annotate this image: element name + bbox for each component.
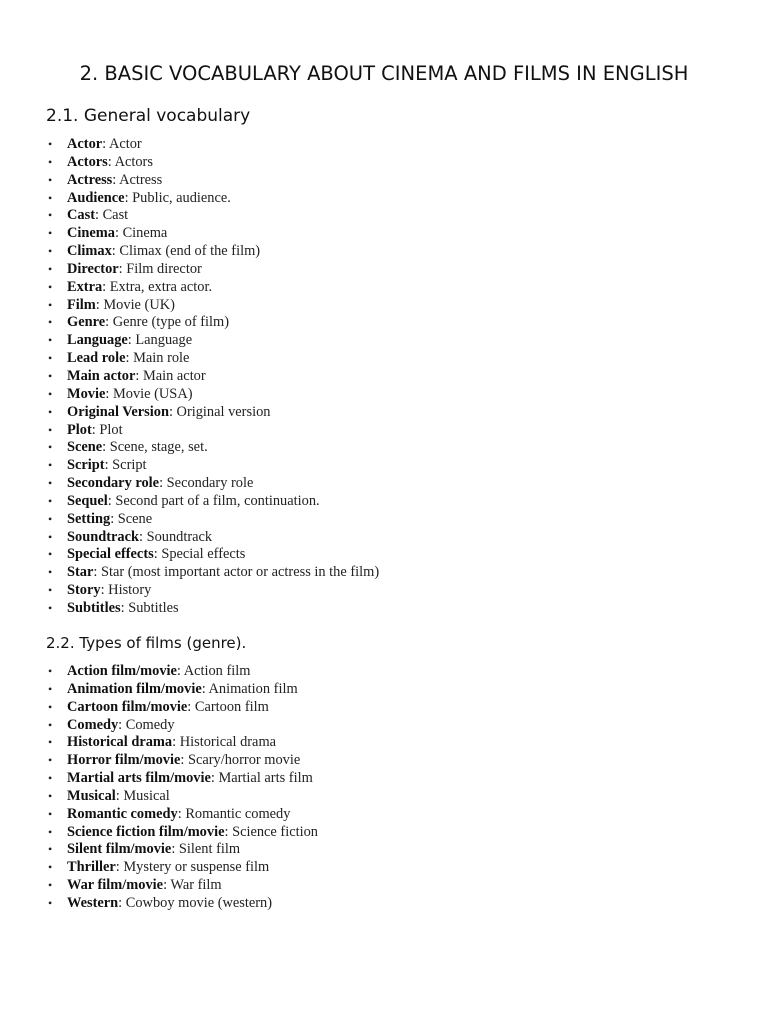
bullet-icon: •	[48, 226, 53, 241]
vocab-term: Secondary role	[67, 475, 160, 492]
vocab-definition: : Cartoon film	[187, 698, 269, 715]
list-item	[46, 422, 379, 440]
vocab-definition: : Scene, stage, set.	[102, 439, 208, 456]
list-item	[46, 877, 318, 895]
vocab-term: Language	[67, 332, 128, 349]
list-item	[46, 895, 318, 913]
bullet-icon: •	[48, 208, 53, 223]
section-heading-film-types: 2.2. Types of films (genre).	[46, 634, 247, 652]
vocab-term: Film	[67, 296, 96, 313]
vocab-definition: : Secondary role	[159, 475, 254, 492]
vocab-term: Horror film/movie	[67, 752, 181, 769]
vocab-term: Special effects	[67, 546, 154, 563]
vocab-definition: : History	[100, 582, 152, 599]
vocab-definition: : Scene	[110, 510, 153, 527]
list-item	[46, 368, 379, 386]
vocab-term: Musical	[67, 787, 116, 804]
bullet-icon: •	[48, 753, 53, 768]
vocab-term: Cast	[67, 207, 95, 224]
vocab-definition: : Second part of a film, continuation.	[107, 492, 320, 509]
list-item	[46, 136, 379, 154]
vocab-term: Comedy	[67, 716, 119, 733]
list-item	[46, 511, 379, 529]
vocab-term: Action film/movie	[67, 663, 177, 679]
bullet-icon: •	[48, 172, 53, 187]
bullet-icon: •	[48, 583, 53, 598]
vocab-term: Star	[67, 564, 94, 581]
vocab-definition: : Actress	[112, 171, 163, 188]
list-item	[46, 752, 318, 770]
vocab-term: Audience	[67, 189, 125, 206]
vocab-definition: : Cast	[94, 207, 129, 224]
vocab-definition: : Original version	[168, 403, 271, 420]
bullet-icon: •	[48, 368, 53, 383]
vocab-term: Main actor	[67, 367, 136, 384]
list-item	[46, 207, 379, 225]
list-item	[46, 600, 379, 618]
bullet-icon: •	[48, 681, 53, 696]
list-item	[46, 582, 379, 600]
list-item	[46, 529, 379, 547]
list-item	[46, 154, 379, 172]
vocab-term: Cinema	[67, 225, 115, 242]
vocab-definition: : Plot	[91, 421, 123, 438]
vocab-definition: : Script	[104, 457, 147, 474]
vocab-definition: : Climax (end of the film)	[111, 243, 261, 260]
list-item	[46, 717, 318, 735]
vocab-term: Plot	[67, 421, 92, 438]
vocab-definition: : Public, audience.	[124, 189, 231, 206]
bullet-icon: •	[48, 771, 53, 786]
vocab-term: Actor	[67, 136, 103, 152]
vocab-term: Sequel	[67, 492, 108, 509]
bullet-icon: •	[48, 699, 53, 714]
list-item	[46, 681, 318, 699]
vocab-term: Silent film/movie	[67, 841, 172, 858]
vocab-definition: : Cowboy movie (western)	[118, 894, 273, 911]
list-item	[46, 190, 379, 208]
vocab-term: Director	[67, 260, 119, 277]
vocab-term: Animation film/movie	[67, 680, 202, 697]
bullet-icon: •	[48, 244, 53, 259]
document-title: 2. BASIC VOCABULARY ABOUT CINEMA AND FILMS IN ENGLISH	[79, 62, 689, 85]
vocab-definition: : Science fiction	[224, 823, 318, 840]
bullet-icon: •	[48, 788, 53, 803]
vocab-definition: : Actors	[107, 153, 153, 170]
list-item	[46, 806, 318, 824]
bullet-icon: •	[48, 422, 53, 437]
vocab-term: Historical drama	[67, 734, 173, 751]
bullet-icon: •	[48, 842, 53, 857]
vocab-definition: : Language	[127, 332, 193, 349]
vocab-term: Story	[67, 582, 101, 599]
film-types-list	[46, 663, 318, 913]
vocab-definition: : Soundtrack	[138, 528, 213, 545]
vocab-definition: : Silent film	[171, 841, 241, 858]
vocab-definition: : Main role	[125, 350, 190, 367]
list-item	[46, 788, 318, 806]
vocab-term: Setting	[67, 510, 111, 527]
list-item	[46, 493, 379, 511]
bullet-icon: •	[48, 895, 53, 910]
vocab-definition: : Cinema	[114, 225, 168, 242]
list-item	[46, 261, 379, 279]
bullet-icon: •	[48, 717, 53, 732]
vocab-definition: : Musical	[115, 787, 170, 804]
bullet-icon: •	[48, 860, 53, 875]
list-item	[46, 859, 318, 877]
bullet-icon: •	[48, 735, 53, 750]
vocab-term: Martial arts film/movie	[67, 770, 211, 787]
bullet-icon: •	[48, 565, 53, 580]
list-item	[46, 350, 379, 368]
bullet-icon: •	[48, 529, 53, 544]
vocab-term: Soundtrack	[67, 528, 139, 545]
bullet-icon: •	[48, 154, 53, 169]
list-item	[46, 314, 379, 332]
vocab-definition: : Movie (USA)	[105, 385, 193, 402]
vocab-definition: : War film	[163, 877, 222, 894]
vocab-term: Movie	[67, 385, 106, 402]
list-item	[46, 243, 379, 261]
vocab-definition: : Star (most important actor or actress in the film)	[93, 564, 380, 581]
bullet-icon: •	[48, 386, 53, 401]
list-item	[46, 546, 379, 564]
bullet-icon: •	[48, 600, 53, 615]
vocab-definition: : Extra, extra actor.	[102, 278, 213, 295]
vocab-term: Actors	[67, 153, 108, 170]
bullet-icon: •	[48, 137, 53, 151]
vocab-definition: : Comedy	[118, 716, 175, 733]
vocab-term: Cartoon film/movie	[67, 698, 188, 715]
list-item	[46, 770, 318, 788]
list-item	[46, 404, 379, 422]
bullet-icon: •	[48, 806, 53, 821]
bullet-icon: •	[48, 664, 53, 678]
vocab-term: Extra	[67, 278, 103, 295]
vocab-definition: : Scary/horror movie	[180, 752, 301, 769]
bullet-icon: •	[48, 458, 53, 473]
vocab-definition: : Martial arts film	[210, 770, 313, 787]
bullet-icon: •	[48, 440, 53, 455]
list-item	[46, 564, 379, 582]
vocab-term: Thriller	[67, 859, 116, 876]
vocab-term: Romantic comedy	[67, 805, 178, 822]
list-item	[46, 172, 379, 190]
bullet-icon: •	[48, 476, 53, 491]
vocab-term: Script	[67, 457, 105, 474]
vocab-term: Scene	[67, 439, 103, 456]
bullet-icon: •	[48, 190, 53, 205]
list-item	[46, 225, 379, 243]
bullet-icon: •	[48, 493, 53, 508]
list-item	[46, 475, 379, 493]
vocab-definition: : Special effects	[153, 546, 246, 563]
bullet-icon: •	[48, 333, 53, 348]
vocab-term: Genre	[67, 314, 106, 331]
general-vocabulary-list	[46, 136, 379, 618]
vocab-term: Science fiction film/movie	[67, 823, 225, 840]
vocab-definition: : Main actor	[135, 367, 206, 384]
vocab-term: Actress	[67, 171, 113, 188]
vocab-definition: : Animation film	[201, 680, 298, 697]
bullet-icon: •	[48, 351, 53, 366]
list-item	[46, 386, 379, 404]
vocab-term: Western	[67, 894, 119, 911]
vocab-definition: : Action film	[176, 663, 251, 679]
bullet-icon: •	[48, 315, 53, 330]
vocab-definition: : Romantic comedy	[177, 805, 291, 822]
vocab-definition: : Mystery or suspense film	[115, 859, 270, 876]
list-item	[46, 824, 318, 842]
vocab-definition: : Film director	[118, 260, 202, 277]
vocab-definition: : Movie (UK)	[95, 296, 175, 313]
list-item	[46, 439, 379, 457]
vocab-definition: : Subtitles	[120, 599, 179, 616]
bullet-icon: •	[48, 547, 53, 562]
section-heading-general-vocabulary: 2.1. General vocabulary	[46, 106, 251, 126]
list-item	[46, 699, 318, 717]
bullet-icon: •	[48, 297, 53, 312]
vocab-term: Lead role	[67, 350, 126, 367]
bullet-icon: •	[48, 511, 53, 526]
bullet-icon: •	[48, 824, 53, 839]
list-item	[46, 297, 379, 315]
bullet-icon: •	[48, 279, 53, 294]
bullet-icon: •	[48, 878, 53, 893]
list-item	[46, 457, 379, 475]
vocab-definition: : Historical drama	[172, 734, 277, 751]
list-item	[46, 663, 318, 681]
vocab-term: Climax	[67, 243, 112, 260]
bullet-icon: •	[48, 404, 53, 419]
bullet-icon: •	[48, 261, 53, 276]
vocab-definition: : Actor	[102, 136, 142, 152]
vocab-term: Subtitles	[67, 599, 121, 616]
list-item	[46, 841, 318, 859]
vocab-term: Original Version	[67, 403, 169, 420]
vocab-term: War film/movie	[67, 877, 164, 894]
list-item	[46, 279, 379, 297]
list-item	[46, 332, 379, 350]
vocab-definition: : Genre (type of film)	[105, 314, 229, 331]
list-item	[46, 734, 318, 752]
